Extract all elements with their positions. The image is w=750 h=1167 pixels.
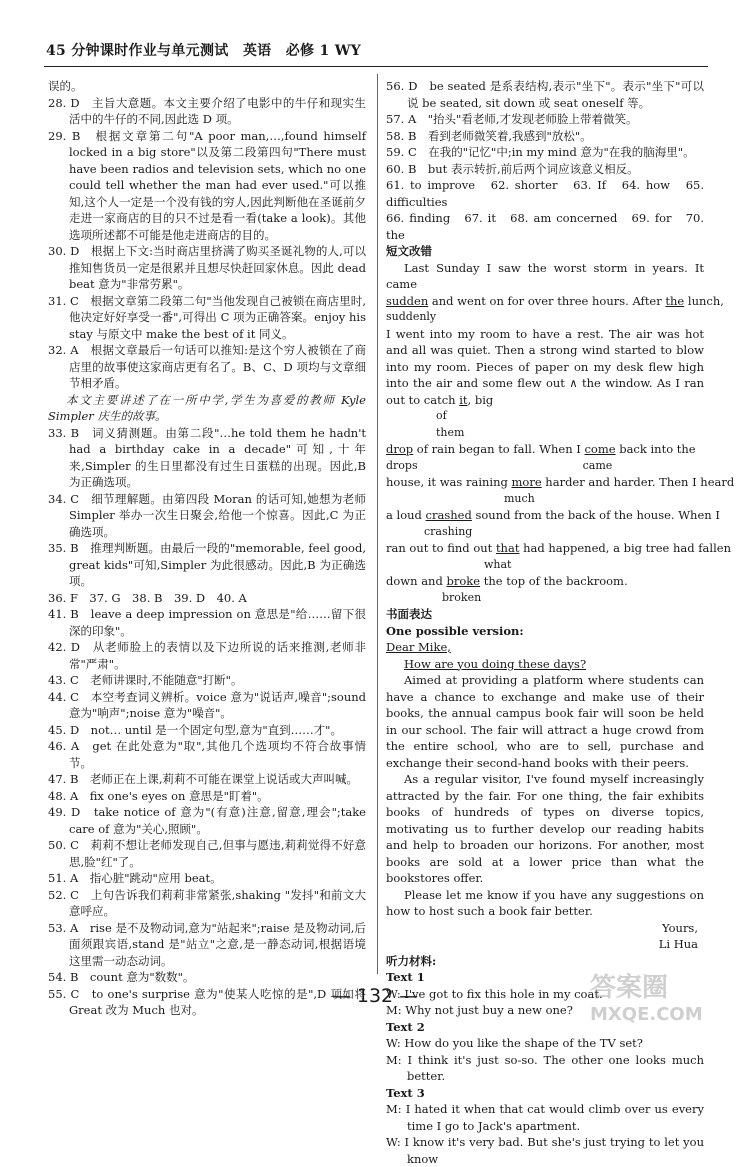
header-rule bbox=[44, 66, 708, 67]
answer-item: 44. C 本空考查词义辨析。voice 意为"说话声,噪音";sound 意为"响声";noise 意为"噪音"。 bbox=[48, 689, 366, 722]
correction-line bbox=[386, 441, 704, 458]
text-span: ran out to find out bbox=[386, 541, 496, 555]
writing-section bbox=[386, 606, 704, 953]
text-span: I went into my room to have a rest. The air was hot and all was quiet. Then a strong wind started to blow into my room. Pieces of paper on my desk flew high into the air and some flew out ∧ the window. As I ran out to catch bbox=[386, 327, 704, 407]
answer-item: 50. C 莉莉不想让老师发现自己,但事与愿违,莉莉觉得不好意思,脸"红"了。 bbox=[48, 837, 366, 870]
correction-fix: much bbox=[504, 491, 704, 508]
answer-item: 52. C 上句告诉我们莉莉非常紧张,shaking "发抖"和前文大意呼应。 bbox=[48, 887, 366, 920]
answer-list-56-70 bbox=[386, 78, 704, 243]
answer-item: 57. A "抬头"看老师,才发现老师脸上带着微笑。 bbox=[386, 111, 704, 128]
answer-item: 43. C 老师讲课时,不能随意"打断"。 bbox=[48, 672, 366, 689]
answer-item: 34. C 细节理解题。由第四段 Moran 的话可知,她想为老师 Simpler 举办一次生日聚会,给他一个惊喜。因此,C 为正确选项。 bbox=[48, 491, 366, 541]
dialogue-line: W: I know it's very bad. But she's just trying to let you know bbox=[386, 1134, 704, 1167]
dialogue-line: M: I think it's just so-so. The other one looks much better. bbox=[386, 1052, 704, 1085]
watermark-text: 答案圈 bbox=[590, 967, 740, 1004]
section-heading: 书面表达 bbox=[386, 606, 704, 623]
text-label: Text 1 bbox=[386, 969, 704, 986]
answer-item: 53. A rise 是不及物动词,意为"站起来";raise 是及物动词,后面须跟宾语,stand 是"站立"之意,是一静态动词,根据语境这里需一动态动词。 bbox=[48, 920, 366, 970]
correction-fix: what bbox=[484, 557, 704, 574]
correction-line: Last Sunday I saw the worst storm in years. It came bbox=[386, 260, 704, 293]
correction-line bbox=[386, 474, 704, 491]
answer-item: 41. B leave a deep impression on 意思是"给……留下很深的印象"。 bbox=[48, 606, 366, 639]
watermark-logo bbox=[590, 967, 740, 1027]
answer-item: 48. A fix one's eyes on 意思是"盯着"。 bbox=[48, 788, 366, 805]
error-word: broke bbox=[446, 574, 480, 588]
page-number: — 132 — bbox=[0, 985, 750, 1007]
answer-item: 54. B count 意为"数数"。 bbox=[48, 969, 366, 986]
left-column bbox=[48, 78, 366, 1019]
error-word: more bbox=[512, 475, 542, 489]
answer-item: 30. D 根据上下文:当时商店里挤满了购买圣诞礼物的人,可以推知售货员一定是很累并且想尽快赶回家休息。因此 dead beat 意为"非常劳累"。 bbox=[48, 243, 366, 293]
error-correction-section bbox=[386, 243, 704, 606]
answer-item: 51. A 指心脏"跳动"应用 beat。 bbox=[48, 870, 366, 887]
dialogue-line: M: I hated it when that cat would climb over us every time I go to Jack's apartment. bbox=[386, 1101, 704, 1134]
text-span: had happened, a big tree had fallen bbox=[519, 541, 731, 555]
answer-item: 56. D be seated 是系表结构,表示"坐下"。表示"坐下"可以说 be seated, sit down 或 seat oneself 等。 bbox=[386, 78, 704, 111]
error-word: come bbox=[584, 442, 615, 456]
answer-item: 31. C 根据文章第二段第二句"当他发现自己被锁在商店里时,他决定好好享受一番",可得出 C 项为正确答案。enjoy his stay 与原文中 make the best of it 同义。 bbox=[48, 293, 366, 343]
answer-item: 60. B but 表示转折,前后两个词应该意义相反。 bbox=[386, 161, 704, 178]
text-span: down and bbox=[386, 574, 446, 588]
answer-item: 本文主要讲述了在一所中学,学生为喜爱的教师 Kyle Simpler 庆生的故事。 bbox=[48, 392, 366, 425]
answer-item: 29. B 根据文章第二句"A poor man,…,found himself locked in a big store"以及第二段第四句"There must have been radios and television sets, which no one could tell whether the man had ever used."可以推知,这个人一定是一个没有钱的穷人,因此判断他在圣诞前夕走进一家商店的目的只不过是看一看(take a look)。其他选项所述都不可能是他走进商店的目的。 bbox=[48, 128, 366, 244]
answer-item: 61. to improve 62. shorter 63. If 64. how 65. difficulties bbox=[386, 177, 704, 210]
version-label: One possible version: bbox=[386, 623, 704, 640]
letter-greeting: Dear Mike, bbox=[386, 639, 704, 656]
text-span: the top of the backroom. bbox=[480, 574, 628, 588]
letter-paragraph: As a regular visitor, I've found myself increasingly attracted by the fair. For one thing, the fair exhibits books of hundreds of types on diverse topics, motivating us to further develop our reading habits and help to broaden our horizons. For another, most books are sold at a lower price than what the bookstores offer. bbox=[386, 771, 704, 887]
correction-line bbox=[386, 293, 704, 310]
text-span: a loud bbox=[386, 508, 426, 522]
error-word: that bbox=[496, 541, 520, 555]
text-span: harder and harder. Then I heard bbox=[542, 475, 735, 489]
letter-signature: Li Hua bbox=[386, 936, 704, 953]
section-heading: 短文改错 bbox=[386, 243, 704, 260]
watermark-url: MXQE.COM bbox=[590, 1004, 740, 1025]
correction-fix: drops came bbox=[386, 458, 704, 475]
text-span: of rain began to fall. When I bbox=[413, 442, 584, 456]
answer-item: 47. B 老师正在上课,莉莉不可能在课堂上说话或大声叫喊。 bbox=[48, 771, 366, 788]
correction-line bbox=[386, 507, 704, 524]
letter-paragraph: Please let me know if you have any suggestions on how to host such a book fair better. bbox=[386, 887, 704, 920]
text-span: sound from the back of the house. When I bbox=[472, 508, 720, 522]
letter-paragraph: How are you doing these days? bbox=[386, 656, 704, 673]
text-span: back into the bbox=[616, 442, 696, 456]
correction-line bbox=[386, 326, 704, 409]
letter-paragraph: Aimed at providing a platform where students can have a chance to exchange and make use of their books, the annual campus book fair will soon be held in our school. The fair will attract a huge crowd from the entire school, who are to sell, purchase and exchange their second-hand books with their peers. bbox=[386, 672, 704, 771]
correction-fix: crashing bbox=[424, 524, 704, 541]
dialogue-line: W: How do you like the shape of the TV set? bbox=[386, 1035, 704, 1052]
text-label: Text 3 bbox=[386, 1085, 704, 1102]
error-word: the bbox=[665, 294, 684, 308]
answer-item: 32. A 根据文章最后一句话可以推知:是这个穷人被锁在了商店里的故事使这家商店更有名了。B、C、D 项均与文章细节相矛盾。 bbox=[48, 342, 366, 392]
correction-fix: of them bbox=[436, 408, 704, 441]
answer-item: 46. A get 在此处意为"取",其他几个选项均不符合故事情节。 bbox=[48, 738, 366, 771]
text-label: Text 2 bbox=[386, 1019, 704, 1036]
text-span: and went on for over three hours. After bbox=[428, 294, 665, 308]
correction-line bbox=[386, 573, 704, 590]
answer-item: 45. D not… until 是一个固定句型,意为"直到……才"。 bbox=[48, 722, 366, 739]
letter-closing: Yours, bbox=[386, 920, 704, 937]
answer-item: 66. finding 67. it 68. am concerned 69. for 70. the bbox=[386, 210, 704, 243]
answer-item: 42. D 从老师脸上的表情以及下边所说的话来推测,老师非常"严肃"。 bbox=[48, 639, 366, 672]
answer-item: 58. B 看到老师微笑着,我感到"放松"。 bbox=[386, 128, 704, 145]
answer-item: 33. B 词义猜测题。由第二段"…he told them he hadn't had a birthday cake in a decade"可知,十年来,Simpler 的生日里都没有过生日蛋糕的出现。因此,B 为正确选项。 bbox=[48, 425, 366, 491]
answer-item: 35. B 推理判断题。由最后一段的"memorable, feel good, great kids"可知,Simpler 为此很感动。因此,B 为正确选项。 bbox=[48, 540, 366, 590]
correction-fix: broken bbox=[442, 590, 704, 607]
page-header: 45 分钟课时作业与单元测试 英语 必修 1 WY bbox=[46, 40, 710, 60]
dialogue-line: W: I've got to fix this hole in my coat. bbox=[386, 986, 704, 1003]
error-word: crashed bbox=[426, 508, 472, 522]
answer-item: 49. D take notice of 意为"(有意)注意,留意,理会";take care of 意为"关心,照顾"。 bbox=[48, 804, 366, 837]
text-span: house, it was raining bbox=[386, 475, 512, 489]
error-word: sudden bbox=[386, 294, 428, 308]
dialogue-line: M: Why not just buy a new one? bbox=[386, 1002, 704, 1019]
section-heading: 听力材料: bbox=[386, 953, 704, 970]
column-divider bbox=[377, 74, 378, 974]
error-word: it bbox=[459, 393, 467, 407]
error-word: drop bbox=[386, 442, 413, 456]
answer-item: 误的。 bbox=[48, 78, 366, 95]
answer-item: 36. F 37. G 38. B 39. D 40. A bbox=[48, 590, 366, 607]
text-span: lunch, bbox=[684, 294, 724, 308]
correction-line bbox=[386, 540, 704, 557]
correction-fix: suddenly bbox=[386, 309, 704, 326]
answer-item: 28. D 主旨大意题。本文主要介绍了电影中的牛仔和现实生活中的牛仔的不同,因此选 D 项。 bbox=[48, 95, 366, 128]
text-span: , big bbox=[468, 393, 494, 407]
answer-item: 55. C to one's surprise 意为"使某人吃惊的是",D 项如将 Great 改为 Much 也对。 bbox=[48, 986, 366, 1019]
answer-item: 59. C 在我的"记忆"中;in my mind 意为"在我的脑海里"。 bbox=[386, 144, 704, 161]
